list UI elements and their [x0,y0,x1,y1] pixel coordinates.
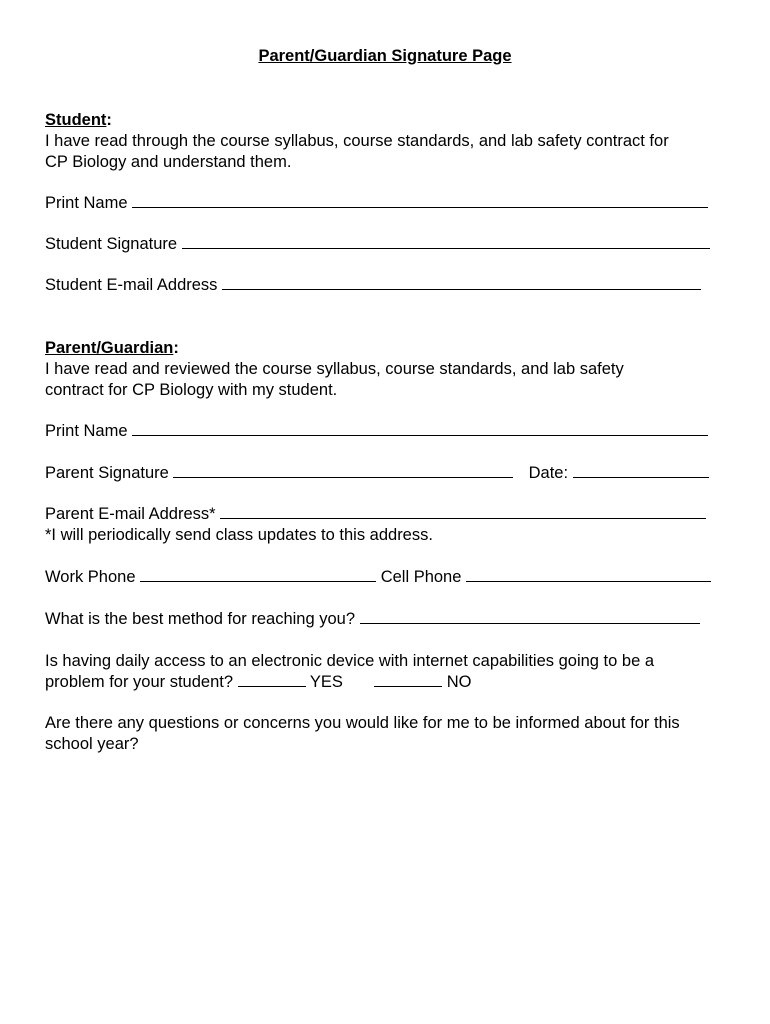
page-title: Parent/Guardian Signature Page [258,47,512,65]
student-signature-field[interactable] [182,234,710,249]
parent-email-label: Parent E-mail Address* [45,505,216,523]
parent-print-name-field[interactable] [132,421,708,436]
parent-email-row [45,504,735,525]
best-method-field[interactable] [360,609,700,624]
work-phone-label: Work Phone [45,568,136,586]
work-phone-field[interactable] [140,567,376,582]
parent-print-name-row [45,421,735,442]
concerns-line-1: Are there any questions or concerns you would like for me to be informed about for this [45,714,680,732]
student-signature-label: Student Signature [45,235,178,253]
yes-field[interactable] [238,672,306,687]
student-print-name-label: Print Name [45,194,128,212]
parent-statement-line-2: contract for CP Biology with my student. [45,381,338,399]
cell-phone-label: Cell Phone [380,568,462,586]
student-statement-line-2: CP Biology and understand them. [45,153,292,171]
best-method-row [45,609,735,630]
no-label: NO [446,673,472,691]
student-statement-line-1: I have read through the course syllabus, course standards, and lab safety contract for [45,132,669,150]
device-question-line-2: problem for your student? YES NO [45,673,472,691]
student-email-row [45,275,735,296]
parent-print-name-label: Print Name [45,422,128,440]
date-label: Date: [528,464,569,482]
date-field[interactable] [573,463,709,478]
student-heading: Student: [45,111,112,129]
no-field[interactable] [374,672,442,687]
parent-email-note: *I will periodically send class updates to this address. [45,526,433,544]
best-method-question: What is the best method for reaching you? [45,610,356,628]
yes-label: YES [309,673,343,691]
parent-signature-row [45,463,735,484]
device-question-line-1: Is having daily access to an electronic device with internet capabilities going to be a [45,652,655,670]
student-email-field[interactable] [222,275,701,290]
parent-signature-label: Parent Signature [45,464,169,482]
student-section [45,110,735,173]
parent-email-field[interactable] [220,504,706,519]
parent-heading: Parent/Guardian: [45,339,179,357]
parent-signature-field[interactable] [173,463,513,478]
concerns-line-2: school year? [45,735,139,753]
cell-phone-field[interactable] [466,567,711,582]
student-print-name-row [45,193,735,214]
device-question [45,651,735,693]
parent-statement-line-1: I have read and reviewed the course syllabus, course standards, and lab safety [45,360,624,378]
parent-section [45,338,735,401]
student-email-label: Student E-mail Address [45,276,218,294]
student-print-name-field[interactable] [132,193,708,208]
phone-row [45,567,735,588]
student-signature-row [45,234,735,255]
concerns-question [45,713,735,755]
